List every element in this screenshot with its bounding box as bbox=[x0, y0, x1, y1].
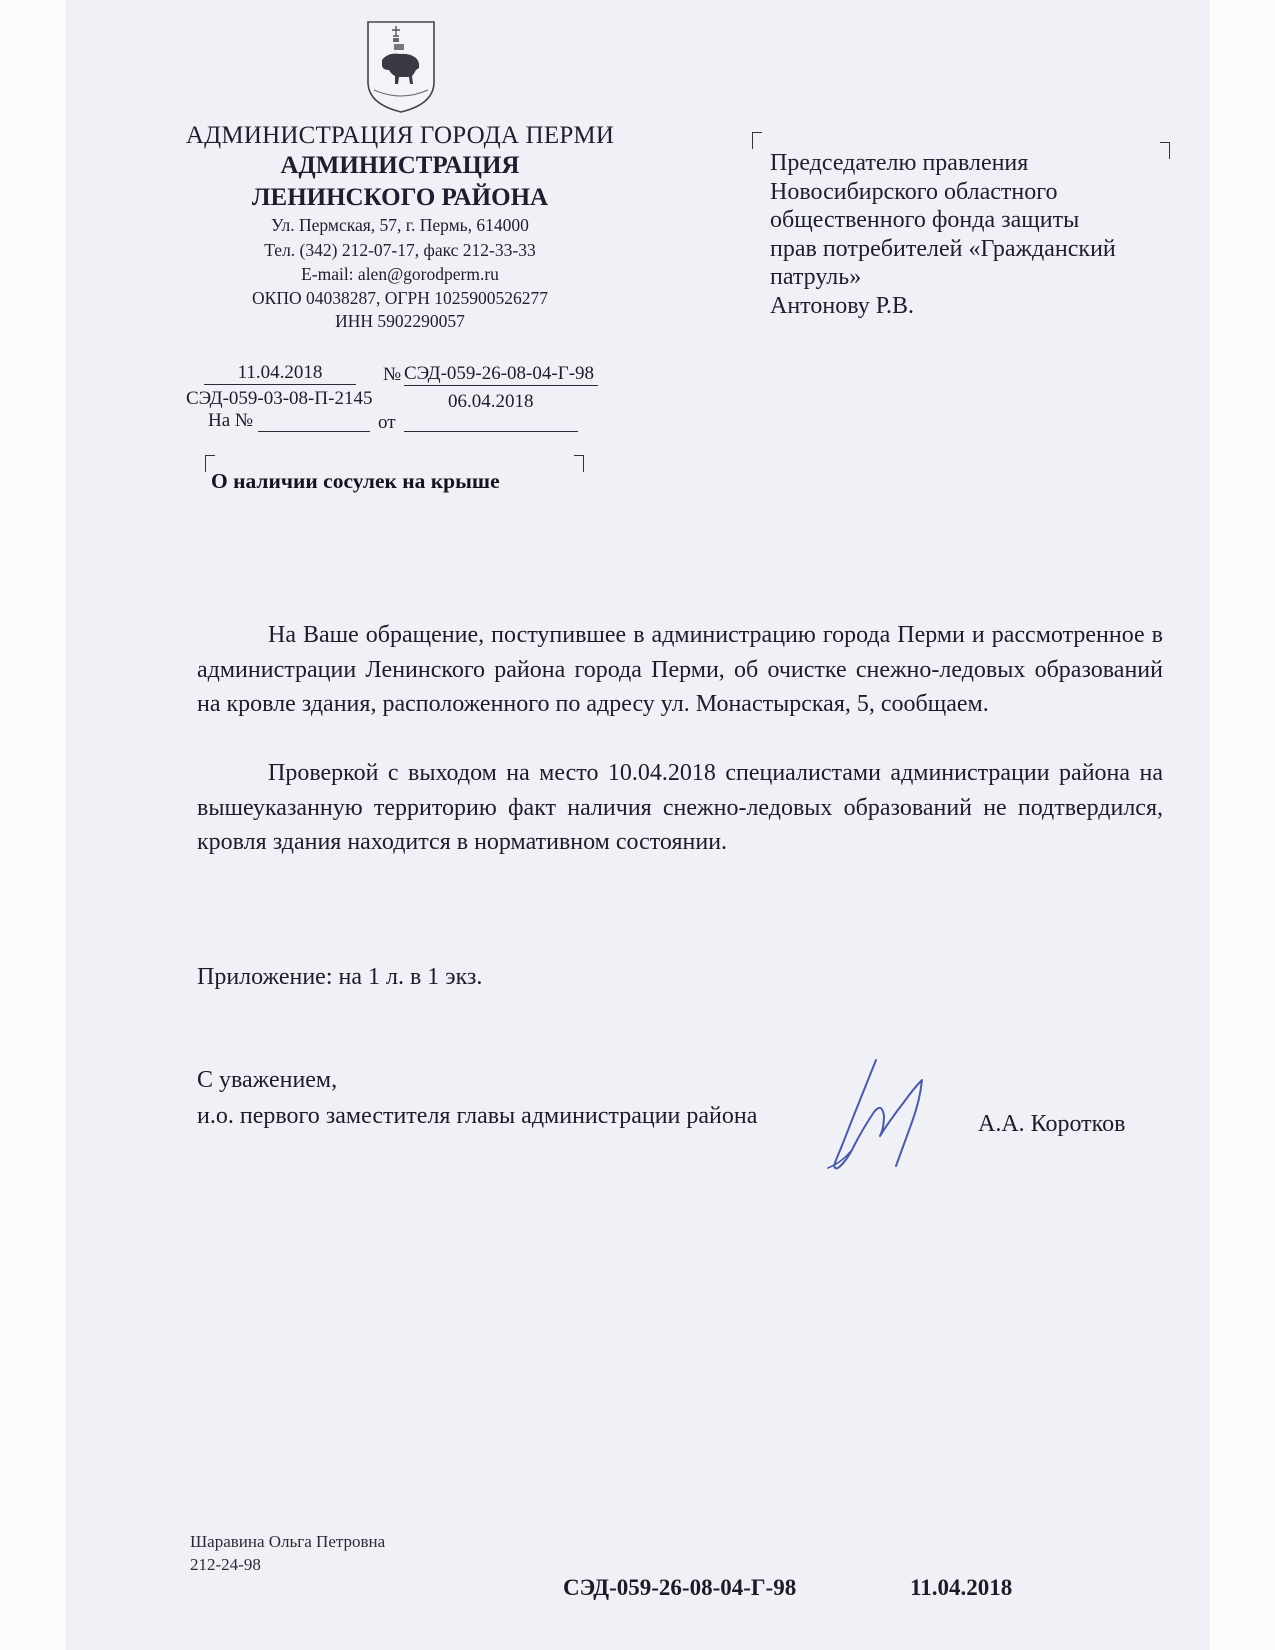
recipient-line: общественного фонда защиты bbox=[770, 207, 1080, 234]
sender-phone: Тел. (342) 212-07-17, факс 212-33-33 bbox=[264, 240, 536, 260]
attachment-note: Приложение: на 1 л. в 1 экз. bbox=[197, 964, 483, 990]
recipient-line: Новосибирского областного bbox=[770, 178, 1058, 205]
subject-corner-right bbox=[574, 455, 584, 472]
recipient-line: Председателю правления bbox=[770, 150, 1029, 176]
footer-document-date: 11.04.2018 bbox=[910, 1575, 1013, 1600]
reference-date-line bbox=[404, 431, 578, 432]
recipient-line: прав потребителей «Гражданский bbox=[770, 235, 1116, 262]
executor-name: Шаравина Ольга Петровна bbox=[190, 1532, 386, 1551]
body-paragraph-2-text: Проверкой с выходом на место 10.04.2018 специалистами администрации района на вышеуказанную территорию факт наличия снежно-ледовых образований не подтвердился, кровля здания находится в нормативном состоянии. bbox=[197, 760, 1163, 855]
recipient-block bbox=[770, 149, 1170, 321]
executor-phone: 212-24-98 bbox=[190, 1555, 261, 1574]
reference-number-label: На № bbox=[208, 410, 254, 431]
body-paragraph-1 bbox=[197, 618, 1163, 722]
body-paragraph-1-text: На Ваше обращение, поступившее в администрацию города Перми и рассмотренное в администрации Ленинского района города Перми, об очистке снежно-ледовых образований на кровле здания, расположенного по адресу ул. Монастырская, 5, сообщаем. bbox=[197, 622, 1163, 717]
city-administration-title: АДМИНИСТРАЦИЯ ГОРОДА ПЕРМИ bbox=[185, 122, 615, 149]
signer-position: и.о. первого заместителя главы администрации района bbox=[197, 1103, 758, 1129]
sender-inn: ИНН 5902290057 bbox=[335, 311, 465, 331]
reference-number-line bbox=[258, 431, 370, 432]
scan-margin-left bbox=[0, 0, 66, 1650]
outgoing-number: СЭД-059-26-08-04-Г-98 bbox=[404, 363, 598, 386]
district-administration-title-line1: АДМИНИСТРАЦИЯ bbox=[280, 152, 520, 179]
recipient-line: патруль» bbox=[770, 264, 862, 291]
sender-email: E-mail: alen@gorodperm.ru bbox=[301, 264, 499, 284]
handwritten-signature bbox=[824, 1050, 964, 1190]
sender-okpo-ogrn: ОКПО 04038287, ОГРН 1025900526277 bbox=[252, 288, 548, 308]
closing-regards: С уважением, bbox=[197, 1067, 338, 1093]
crest-icon bbox=[364, 20, 438, 114]
reference-date-label: от bbox=[378, 412, 396, 433]
footer-document-number: СЭД-059-26-08-04-Г-98 bbox=[563, 1575, 797, 1600]
letter-subject: О наличии сосулек на крыше bbox=[211, 469, 500, 493]
sender-address: Ул. Пермская, 57, г. Пермь, 614000 bbox=[271, 215, 529, 235]
recipient-name: Антонову Р.В. bbox=[770, 292, 915, 319]
outgoing-date: 11.04.2018 bbox=[204, 362, 356, 385]
recipient-corner-left bbox=[752, 132, 762, 149]
body-paragraph-2 bbox=[197, 756, 1163, 860]
incoming-number: СЭД-059-03-08-П-2145 bbox=[186, 388, 373, 409]
scan-margin-right bbox=[1210, 0, 1275, 1650]
outgoing-number-label: № bbox=[383, 364, 402, 385]
incoming-date: 06.04.2018 bbox=[448, 391, 534, 412]
signer-name: А.А. Коротков bbox=[978, 1111, 1126, 1137]
district-administration-title-line2: ЛЕНИНСКОГО РАЙОНА bbox=[251, 184, 549, 211]
